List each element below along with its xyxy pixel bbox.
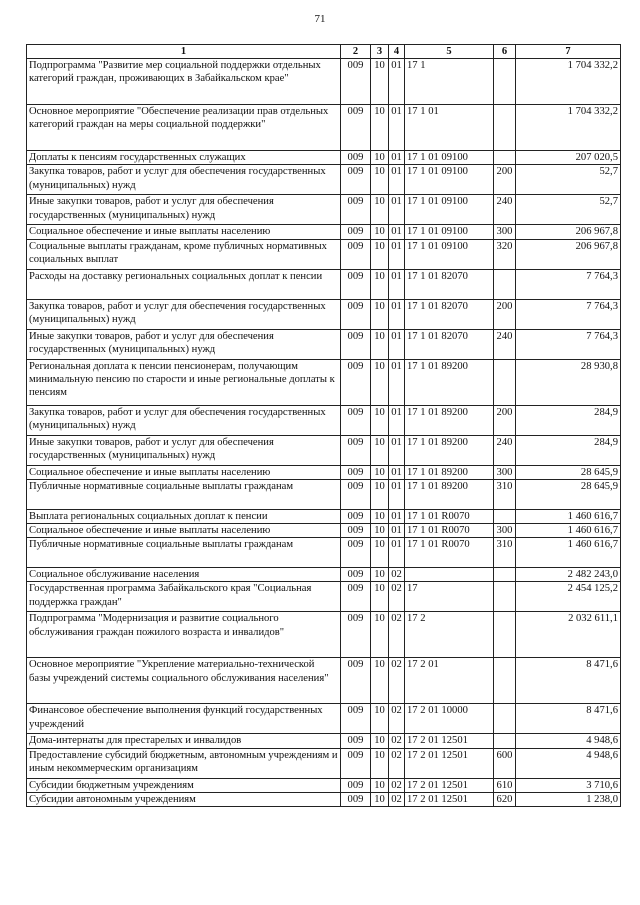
row-amount: 3 710,6 (516, 778, 621, 792)
row-section-code: 10 (371, 359, 389, 405)
row-target-code: 17 1 01 R0070 (405, 524, 494, 538)
row-amount: 4 948,6 (516, 748, 621, 778)
row-name: Дома-интернаты для престарелых и инвалидов (27, 734, 341, 748)
row-expense-type (494, 734, 516, 748)
row-ministry-code: 009 (341, 299, 371, 329)
row-subsection-code: 02 (389, 568, 405, 582)
row-target-code: 17 1 01 R0070 (405, 538, 494, 568)
row-name: Подпрограмма "Развитие мер социальной поддержки отдельных категорий граждан, проживающих в Забайкальском крае" (27, 59, 341, 105)
row-target-code: 17 2 01 12501 (405, 748, 494, 778)
row-expense-type (494, 568, 516, 582)
row-amount: 4 948,6 (516, 734, 621, 748)
row-ministry-code: 009 (341, 509, 371, 523)
row-name: Основное мероприятие "Укрепление материально-технической базы учреждений системы социального обслуживания населения" (27, 658, 341, 704)
row-target-code: 17 1 01 89200 (405, 435, 494, 465)
row-section-code: 10 (371, 582, 389, 612)
row-subsection-code: 01 (389, 59, 405, 105)
row-ministry-code: 009 (341, 524, 371, 538)
row-target-code: 17 2 01 12501 (405, 778, 494, 792)
table-row (27, 465, 621, 479)
row-name: Предоставление субсидий бюджетным, автономным учреждениям и иным некоммерческим организациям (27, 748, 341, 778)
row-target-code: 17 1 01 09100 (405, 239, 494, 269)
row-ministry-code: 009 (341, 538, 371, 568)
row-name: Выплата региональных социальных доплат к пенсии (27, 509, 341, 523)
header-col-1: 1 (27, 45, 341, 59)
budget-table (26, 44, 621, 807)
header-col-7: 7 (516, 45, 621, 59)
row-expense-type: 310 (494, 479, 516, 509)
row-subsection-code: 01 (389, 239, 405, 269)
row-section-code: 10 (371, 239, 389, 269)
row-section-code: 10 (371, 704, 389, 734)
row-amount: 1 704 332,2 (516, 59, 621, 105)
row-amount: 52,7 (516, 165, 621, 195)
row-amount: 284,9 (516, 405, 621, 435)
table-row (27, 329, 621, 359)
row-expense-type: 200 (494, 165, 516, 195)
row-name: Государственная программа Забайкальского края "Социальная поддержка граждан" (27, 582, 341, 612)
table-row (27, 239, 621, 269)
row-expense-type: 300 (494, 225, 516, 239)
row-ministry-code: 009 (341, 105, 371, 151)
table-row (27, 538, 621, 568)
row-expense-type: 600 (494, 748, 516, 778)
table-row (27, 748, 621, 778)
row-expense-type: 310 (494, 538, 516, 568)
row-section-code: 10 (371, 59, 389, 105)
row-amount: 1 704 332,2 (516, 105, 621, 151)
row-subsection-code: 02 (389, 658, 405, 704)
table-row (27, 778, 621, 792)
table-row (27, 359, 621, 405)
row-ministry-code: 009 (341, 59, 371, 105)
row-target-code: 17 1 01 89200 (405, 479, 494, 509)
table-row (27, 568, 621, 582)
row-expense-type (494, 582, 516, 612)
header-col-3: 3 (371, 45, 389, 59)
row-name: Расходы на доставку региональных социальных доплат к пенсии (27, 269, 341, 299)
row-subsection-code: 01 (389, 225, 405, 239)
table-row (27, 479, 621, 509)
row-section-code: 10 (371, 509, 389, 523)
table-row (27, 509, 621, 523)
row-target-code: 17 2 01 12501 (405, 734, 494, 748)
row-amount: 7 764,3 (516, 269, 621, 299)
row-expense-type: 620 (494, 792, 516, 806)
row-section-code: 10 (371, 195, 389, 225)
table-row (27, 704, 621, 734)
row-amount: 206 967,8 (516, 239, 621, 269)
row-section-code: 10 (371, 269, 389, 299)
row-target-code: 17 1 01 R0070 (405, 509, 494, 523)
row-amount: 28 645,9 (516, 479, 621, 509)
row-section-code: 10 (371, 612, 389, 658)
row-amount: 1 460 616,7 (516, 509, 621, 523)
row-ministry-code: 009 (341, 778, 371, 792)
row-expense-type (494, 269, 516, 299)
table-row (27, 225, 621, 239)
row-name: Социальное обеспечение и иные выплаты населению (27, 225, 341, 239)
row-section-code: 10 (371, 658, 389, 704)
row-amount: 7 764,3 (516, 299, 621, 329)
row-section-code: 10 (371, 748, 389, 778)
row-name: Финансовое обеспечение выполнения функций государственных учреждений (27, 704, 341, 734)
row-name: Социальное обеспечение и иные выплаты населению (27, 465, 341, 479)
row-section-code: 10 (371, 225, 389, 239)
row-amount: 8 471,6 (516, 658, 621, 704)
row-subsection-code: 01 (389, 538, 405, 568)
row-expense-type: 240 (494, 195, 516, 225)
row-ministry-code: 009 (341, 465, 371, 479)
table-row (27, 165, 621, 195)
row-target-code: 17 1 01 82070 (405, 269, 494, 299)
row-amount: 1 238,0 (516, 792, 621, 806)
row-name: Региональная доплата к пенсии пенсионерам, получающим минимальную пенсию по старости и иные региональные доплаты к пенсиям (27, 359, 341, 405)
row-expense-type: 610 (494, 778, 516, 792)
row-target-code: 17 1 (405, 59, 494, 105)
row-ministry-code: 009 (341, 612, 371, 658)
row-subsection-code: 01 (389, 329, 405, 359)
row-name: Иные закупки товаров, работ и услуг для обеспечения государственных (муниципальных) нужд (27, 329, 341, 359)
row-amount: 28 930,8 (516, 359, 621, 405)
table-row (27, 299, 621, 329)
row-name: Закупка товаров, работ и услуг для обеспечения государственных (муниципальных) нужд (27, 405, 341, 435)
row-target-code: 17 2 01 10000 (405, 704, 494, 734)
header-row (27, 45, 621, 59)
row-ministry-code: 009 (341, 239, 371, 269)
row-section-code: 10 (371, 792, 389, 806)
row-ministry-code: 009 (341, 269, 371, 299)
row-expense-type (494, 658, 516, 704)
row-subsection-code: 01 (389, 509, 405, 523)
row-target-code: 17 2 01 (405, 658, 494, 704)
row-subsection-code: 02 (389, 748, 405, 778)
row-ministry-code: 009 (341, 151, 371, 165)
row-target-code: 17 1 01 89200 (405, 465, 494, 479)
row-amount: 8 471,6 (516, 704, 621, 734)
row-subsection-code: 01 (389, 165, 405, 195)
row-section-code: 10 (371, 538, 389, 568)
row-section-code: 10 (371, 105, 389, 151)
row-name: Социальное обслуживание населения (27, 568, 341, 582)
row-expense-type: 300 (494, 465, 516, 479)
row-amount: 2 454 125,2 (516, 582, 621, 612)
row-ministry-code: 009 (341, 734, 371, 748)
row-section-code: 10 (371, 778, 389, 792)
row-amount: 207 020,5 (516, 151, 621, 165)
row-section-code: 10 (371, 165, 389, 195)
row-amount: 2 482 243,0 (516, 568, 621, 582)
row-amount: 52,7 (516, 195, 621, 225)
row-name: Субсидии бюджетным учреждениям (27, 778, 341, 792)
row-target-code: 17 1 01 89200 (405, 405, 494, 435)
row-amount: 28 645,9 (516, 465, 621, 479)
row-amount: 2 032 611,1 (516, 612, 621, 658)
page-number: 71 (314, 13, 326, 25)
row-name: Публичные нормативные социальные выплаты гражданам (27, 538, 341, 568)
row-target-code: 17 1 01 09100 (405, 225, 494, 239)
row-expense-type (494, 359, 516, 405)
row-ministry-code: 009 (341, 359, 371, 405)
row-section-code: 10 (371, 734, 389, 748)
table-row (27, 195, 621, 225)
table-row (27, 524, 621, 538)
table-body (27, 59, 621, 807)
row-subsection-code: 01 (389, 269, 405, 299)
row-subsection-code: 01 (389, 524, 405, 538)
row-subsection-code: 02 (389, 792, 405, 806)
table-row (27, 435, 621, 465)
row-amount: 1 460 616,7 (516, 524, 621, 538)
header-col-4: 4 (389, 45, 405, 59)
table-row (27, 151, 621, 165)
row-expense-type (494, 704, 516, 734)
row-ministry-code: 009 (341, 479, 371, 509)
table-row (27, 734, 621, 748)
row-ministry-code: 009 (341, 225, 371, 239)
row-expense-type: 320 (494, 239, 516, 269)
row-target-code (405, 568, 494, 582)
row-target-code: 17 1 01 09100 (405, 195, 494, 225)
row-target-code: 17 1 01 09100 (405, 151, 494, 165)
row-target-code: 17 1 01 09100 (405, 165, 494, 195)
row-subsection-code: 02 (389, 704, 405, 734)
row-amount: 1 460 616,7 (516, 538, 621, 568)
row-expense-type: 200 (494, 405, 516, 435)
row-name: Доплаты к пенсиям государственных служащих (27, 151, 341, 165)
row-target-code: 17 2 01 12501 (405, 792, 494, 806)
row-ministry-code: 009 (341, 568, 371, 582)
row-target-code: 17 1 01 82070 (405, 299, 494, 329)
row-section-code: 10 (371, 435, 389, 465)
row-section-code: 10 (371, 329, 389, 359)
row-target-code: 17 1 01 82070 (405, 329, 494, 359)
row-expense-type: 200 (494, 299, 516, 329)
row-name: Публичные нормативные социальные выплаты гражданам (27, 479, 341, 509)
row-amount: 206 967,8 (516, 225, 621, 239)
row-target-code: 17 1 01 89200 (405, 359, 494, 405)
row-subsection-code: 01 (389, 465, 405, 479)
row-ministry-code: 009 (341, 658, 371, 704)
row-name: Подпрограмма "Модернизация и развитие социального обслуживания граждан пожилого возраста и инвалидов" (27, 612, 341, 658)
row-expense-type: 240 (494, 329, 516, 359)
row-name: Закупка товаров, работ и услуг для обеспечения государственных (муниципальных) нужд (27, 165, 341, 195)
row-section-code: 10 (371, 465, 389, 479)
header-col-5: 5 (405, 45, 494, 59)
row-subsection-code: 02 (389, 734, 405, 748)
header-col-2: 2 (341, 45, 371, 59)
row-name: Иные закупки товаров, работ и услуг для обеспечения государственных (муниципальных) нужд (27, 195, 341, 225)
row-expense-type (494, 151, 516, 165)
row-name: Субсидии автономным учреждениям (27, 792, 341, 806)
row-section-code: 10 (371, 568, 389, 582)
header-col-6: 6 (494, 45, 516, 59)
table-row (27, 658, 621, 704)
row-expense-type (494, 59, 516, 105)
row-subsection-code: 01 (389, 435, 405, 465)
row-ministry-code: 009 (341, 792, 371, 806)
row-subsection-code: 01 (389, 299, 405, 329)
row-target-code: 17 2 (405, 612, 494, 658)
row-amount: 284,9 (516, 435, 621, 465)
row-target-code: 17 1 01 (405, 105, 494, 151)
row-subsection-code: 02 (389, 612, 405, 658)
table-row (27, 59, 621, 105)
row-expense-type (494, 612, 516, 658)
row-ministry-code: 009 (341, 704, 371, 734)
table-row (27, 612, 621, 658)
row-subsection-code: 01 (389, 195, 405, 225)
row-section-code: 10 (371, 479, 389, 509)
table-row (27, 405, 621, 435)
row-subsection-code: 01 (389, 105, 405, 151)
row-target-code: 17 (405, 582, 494, 612)
row-ministry-code: 009 (341, 195, 371, 225)
row-subsection-code: 01 (389, 359, 405, 405)
row-subsection-code: 02 (389, 582, 405, 612)
row-section-code: 10 (371, 405, 389, 435)
row-name: Социальное обеспечение и иные выплаты населению (27, 524, 341, 538)
table-row (27, 582, 621, 612)
row-ministry-code: 009 (341, 405, 371, 435)
row-subsection-code: 01 (389, 479, 405, 509)
row-subsection-code: 02 (389, 778, 405, 792)
row-expense-type: 240 (494, 435, 516, 465)
row-section-code: 10 (371, 524, 389, 538)
row-name: Основное мероприятие "Обеспечение реализации прав отдельных категорий граждан на меры социальной поддержки" (27, 105, 341, 151)
row-subsection-code: 01 (389, 405, 405, 435)
row-ministry-code: 009 (341, 748, 371, 778)
row-expense-type: 300 (494, 524, 516, 538)
table-row (27, 792, 621, 806)
row-amount: 7 764,3 (516, 329, 621, 359)
row-ministry-code: 009 (341, 435, 371, 465)
row-name: Закупка товаров, работ и услуг для обеспечения государственных (муниципальных) нужд (27, 299, 341, 329)
row-expense-type (494, 509, 516, 523)
table-row (27, 105, 621, 151)
row-ministry-code: 009 (341, 329, 371, 359)
row-subsection-code: 01 (389, 151, 405, 165)
row-ministry-code: 009 (341, 165, 371, 195)
row-name: Иные закупки товаров, работ и услуг для обеспечения государственных (муниципальных) нужд (27, 435, 341, 465)
row-ministry-code: 009 (341, 582, 371, 612)
table-row (27, 269, 621, 299)
row-section-code: 10 (371, 151, 389, 165)
row-expense-type (494, 105, 516, 151)
row-section-code: 10 (371, 299, 389, 329)
row-name: Социальные выплаты гражданам, кроме публичных нормативных социальных выплат (27, 239, 341, 269)
